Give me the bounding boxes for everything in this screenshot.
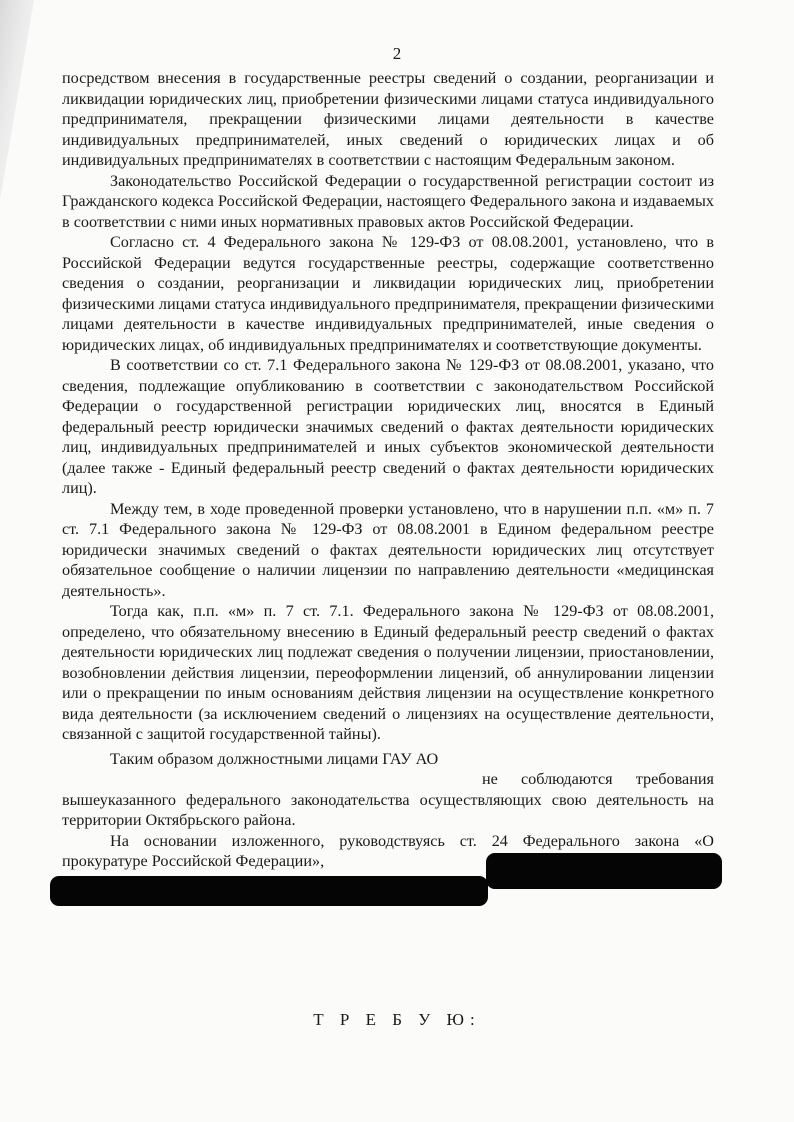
paragraph-1: посредством внесения в государственные реестры сведений о создании, реорганизации и ликвидации юридических лиц, приобретении физическими лицами статуса индивидуального предпринимателя, прекращении физическими лицами деятельности в качестве индивидуальных предпринимателей, иных сведений о юридических лицах и об индивидуальных предпринимателях в соответствии с настоящим Федеральным законом. bbox=[62, 69, 714, 169]
paragraph-7 bbox=[62, 749, 714, 770]
page-number: 2 bbox=[392, 44, 402, 63]
paragraph-2: Законодательство Российской Федерации о государственной регистрации состоит из Гражданского кодекса Российской Федерации, настоящего Федерального закона и издаваемых в соответствии с ними иных нормативных правовых актов Российской Федерации. bbox=[62, 171, 714, 231]
paragraph-4: В соответствии со ст. 7.1 Федерального закона № 129-ФЗ от 08.08.2001, указано, что сведения, подлежащие опубликованию в соответствии с законодательством Российской Федерации о государственной регистрации юридических лиц, вносятся в Единый федеральный реестр юридически значимых сведений о фактах деятельности юридических лиц, индивидуальных предпринимателей и иных субъектов экономической деятельности (далее также - Единый федеральный реестр сведений о фактах деятельности юридических лиц). bbox=[62, 356, 714, 497]
paragraph-8: На основании изложенного, руководствуясь ст. 24 Федерального закона «О прокуратуре Российской Федерации», bbox=[62, 831, 714, 870]
demand-heading: Т Р Е Б У Ю: bbox=[313, 1010, 481, 1029]
paragraph-5: Между тем, в ходе проведенной проверки установлено, что в нарушении п.п. «м» п. 7 ст. 7.1 Федерального закона № 129-ФЗ от 08.08.2001 в Едином федеральном реестре юридически значимых сведений о фактах деятельности юридических лиц отсутствует обязательное сообщение о наличии лицензии по направлению деятельности «медицинская деятельность». bbox=[62, 499, 714, 600]
redaction-bar-1 bbox=[486, 853, 722, 889]
scan-shadow bbox=[0, 0, 34, 200]
paragraph-7-continued: не соблюдаются требования вышеуказанного федерального законодательства осуществляющих свою деятельность на территории Октябрьского района. bbox=[62, 770, 714, 829]
document-body bbox=[62, 68, 714, 872]
paragraph-6: Тогда как, п.п. «м» п. 7 ст. 7.1. Федерального закона № 129-ФЗ от 08.08.2001, определено, что обязательному внесению в Единый федеральный реестр сведений о фактах деятельности юридических лиц подлежат сведения о получении лицензии, приостановлении, возобновлении действия лицензии, переоформлении лицензий, об аннулировании лицензии или о прекращении по иным основаниям действия лицензии на осуществление конкретного вида деятельности (за исключением сведений о лицензиях на осуществление деятельности, связанной с защитой государственной тайны). bbox=[62, 602, 714, 743]
paragraph-3: Согласно ст. 4 Федерального закона № 129-ФЗ от 08.08.2001, установлено, что в Российской Федерации ведутся государственные реестры, содержащие соответственно сведения о создании, реорганизации и ликвидации юридических лиц, приобретении физическими лицами статуса индивидуального предпринимателя, прекращении физическими лицами деятельности в качестве индивидуальных предпринимателей, иные сведения о юридических лицах, об индивидуальных предпринимателях и соответствующие документы. bbox=[62, 233, 714, 354]
paragraph-7-start: Таким образом должностными лицами ГАУ АО bbox=[110, 749, 439, 768]
redaction-bar-2 bbox=[50, 876, 488, 906]
